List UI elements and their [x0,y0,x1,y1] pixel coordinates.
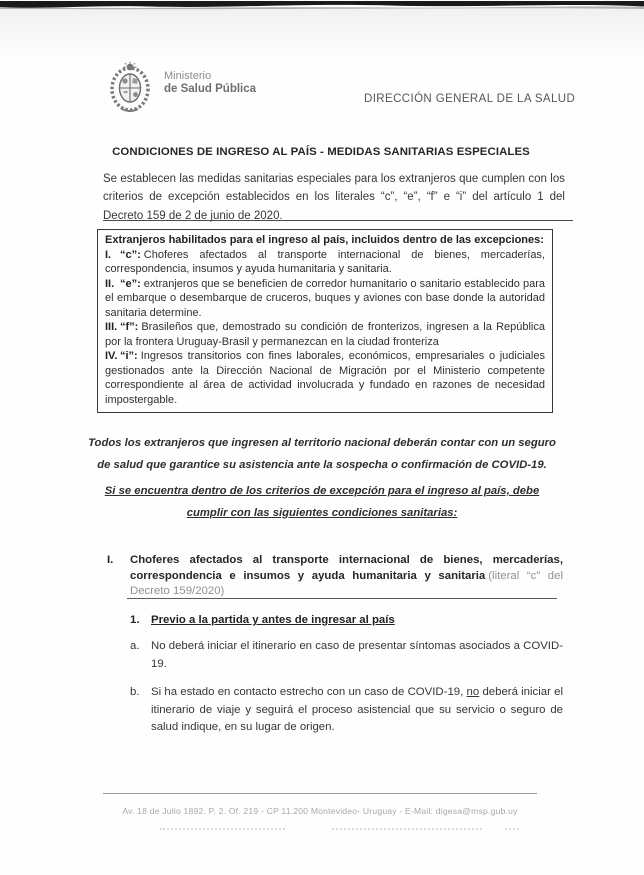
ministry-line1: Ministerio [164,70,212,82]
divider-under-intro [103,220,573,221]
exception-item-4-literal: “i”: [120,350,138,362]
subsection-1-number: 1. [130,614,140,626]
list-item-a-text: No deberá iniciar el itinerario en caso de presentar síntomas asociados a COVID-19. [151,640,563,670]
section-1-heading [107,553,563,600]
scan-dash-segment [332,828,482,830]
insurance-notice: Todos los extranjeros que ingresen al territorio nacional deberán contar con un seguro de salud que garantice su asistencia ante la sospecha o confirmación de COVID-19. [88,437,556,471]
exceptions-box [97,229,553,413]
exception-item-1 [105,248,545,277]
scan-dash-segment [160,828,285,830]
exception-item-2-literal: “e”: [120,277,141,290]
exception-item-1-numeral: I. [105,248,112,261]
exception-item-3-numeral: III. [105,321,118,333]
list-item-b [130,684,563,737]
coat-of-arms-icon [104,60,156,114]
subsection-1-heading [130,614,395,626]
list-item-b-text [151,684,563,737]
scan-dash-segment [505,828,519,830]
exception-item-1-text: Choferes afectados al transporte internacional de bienes, mercaderías, correspondencia, insumos y ayuda humanitaria y sanitaria. [105,248,545,275]
exception-item-2-numeral: II. [105,277,115,290]
list-item-a-letter: a. [130,640,140,652]
exception-item-3 [105,320,545,349]
divider-under-section-1 [127,598,557,599]
exception-item-3-text: Brasileños que, demostrado su condición de fronterizos, ingresen a la República por la frontera Uruguay-Brasil y permanezcan en la ciudad fronteriza [105,321,545,348]
list-item-b-underlined-word: no [466,686,480,698]
coat-of-arms-logo [104,60,156,114]
section-1-numeral: I. [107,554,114,566]
subsection-1-title: Previo a la partida y antes de ingresar al país [151,614,395,626]
exception-item-4 [105,349,545,407]
ministry-line2: de Salud Pública [164,83,257,95]
document-title: CONDICIONES DE INGRESO AL PAÍS - MEDIDAS SANITARIAS ESPECIALES [112,146,530,158]
direction-general-label: DIRECCIÓN GENERAL DE LA SALUD [364,93,576,105]
exception-item-4-numeral: IV. [105,350,118,362]
ministry-name-block [164,70,256,96]
exception-item-4-text: Ingresos transitorios con fines laborales, económicos, empresariales o judiciales gestionados ante la Dirección Nacional de Migración por el Ministerio competente correspondiente al área de actividad involucrada y fundado en razones de necesidad impostergable. [105,350,545,406]
section-1-heading-light: (literal “c” del Decreto 159/2020) [130,569,563,598]
exception-item-2-text: extranjeros que se beneficien de corredor humanitario o sanitario establecido para el embarque o desembarque de cruceros, buques y aviones con base donde la autoridad sanitaria determine. [105,277,545,319]
section-1-heading-text [130,553,563,600]
scan-artifact-faint-line [0,828,644,832]
footer-divider [103,793,537,794]
exception-item-3-literal: “f”: [120,321,139,333]
section-1-heading-bold: Choferes afectados al transporte internacional de bienes, mercaderías, correspondencia e insumos y ayuda humanitaria y sanitaria [130,554,563,582]
list-item-b-text-before: Si ha estado en contacto estrecho con un caso de COVID-19, [151,686,467,698]
criteria-notice: Si se encuentra dentro de los criterios de excepción para el ingreso al país, debe cumplir con las siguientes condiciones sanitarias: [104,485,540,519]
exceptions-box-heading: Extranjeros habilitados para el ingreso al país, incluidos dentro de las excepciones: [105,234,544,246]
exception-item-1-literal: “c”: [120,248,141,261]
intro-paragraph: Se establecen las medidas sanitarias especiales para los extranjeros que cumplen con los criterios de excepción establecidos en los literales “c”, “e”, “f” e “i” del artículo 1 del Decreto 159 de 2 de junio de 2020. [103,173,565,222]
list-item-b-text-after: deberá iniciar el itinerario de viaje y seguirá el proceso asistencial que su servicio o seguro de salud indique, en su lugar de origen. [151,686,564,733]
scan-shading-artifact [0,8,644,63]
list-item-a [130,638,563,673]
exception-item-2 [105,277,545,321]
list-item-b-letter: b. [130,686,140,698]
footer-address: Av. 18 de Julio 1892. P. 2. Of. 219 - CP 11.200 Montevideo- Uruguay - E-Mail: digesa@msp.gub.uy [122,806,518,816]
